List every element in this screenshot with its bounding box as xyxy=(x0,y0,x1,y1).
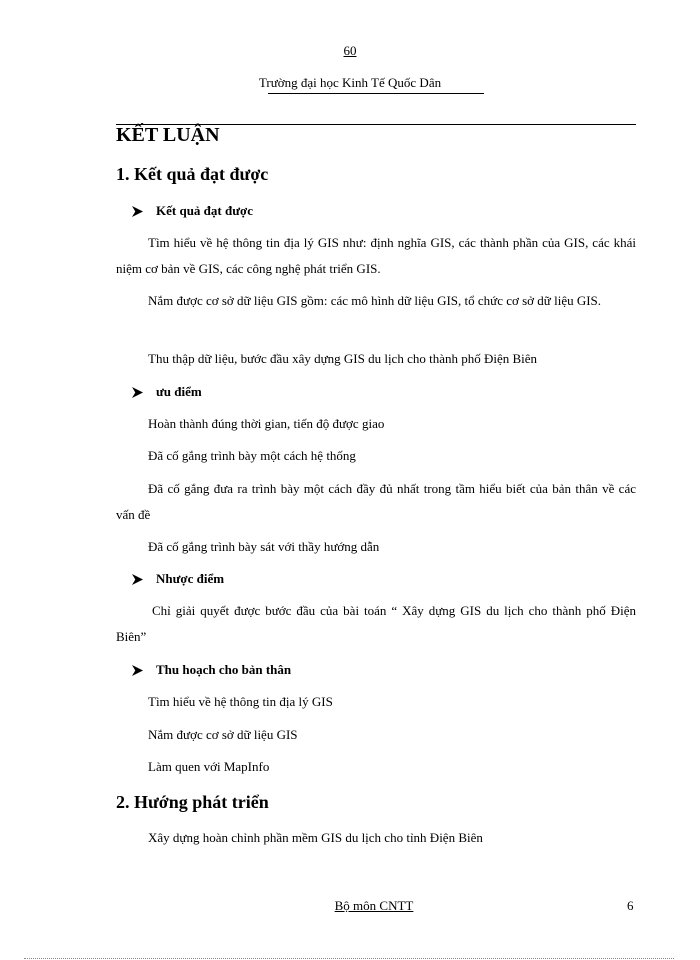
paragraph: Xây dựng hoàn chỉnh phần mềm GIS du lịch cho tỉnh Điện Biên xyxy=(148,830,483,845)
paragraph: Đã cố gắng trình bày một cách hệ thống xyxy=(148,448,356,463)
bullet-achieved xyxy=(132,203,253,219)
paragraph: Tìm hiểu về hệ thông tin địa lý GIS xyxy=(148,694,333,709)
paragraph: Đã cố gắng đưa ra trình bày một cách đầy đủ nhất trong tầm hiểu biết của bản thân về các vấn đề xyxy=(116,481,636,522)
page-bottom-dotted-rule xyxy=(24,958,674,959)
section-heading-development: 2. Hướng phát triển xyxy=(116,792,269,812)
bullet-gains xyxy=(132,662,291,678)
bullet-label: Thu hoạch cho bản thân xyxy=(156,662,292,677)
paragraph: Hoàn thành đúng thời gian, tiến độ được giao xyxy=(148,416,385,431)
header-school-underline xyxy=(268,93,484,94)
bullet-disadvantages xyxy=(132,571,224,587)
paragraph: Nắm được cơ sở dữ liệu GIS xyxy=(148,727,298,742)
arrow-bullet-icon xyxy=(132,574,143,585)
paragraph: Tìm hiểu về hệ thông tin địa lý GIS như: định nghĩa GIS, các thành phần của GIS, các khái niệm cơ bản về GIS, các công nghệ phát triển GIS. xyxy=(116,235,636,276)
bullet-label: Kết quả đạt được xyxy=(156,203,253,218)
arrow-bullet-icon xyxy=(132,206,143,217)
page-title: KẾT LUẬN xyxy=(116,124,220,146)
bullet-advantages xyxy=(132,384,202,400)
arrow-bullet-icon xyxy=(132,665,143,676)
paragraph: Thu thập dữ liệu, bước đầu xây dựng GIS du lịch cho thành phố Điện Biên xyxy=(148,351,538,366)
footer-page-number: 6 xyxy=(627,898,634,913)
paragraph: Đã cố gắng trình bày sát với thầy hướng dẫn xyxy=(148,539,380,554)
paragraph: Làm quen với MapInfo xyxy=(148,759,270,774)
header-page-number: 60 xyxy=(343,43,357,58)
bullet-label: ưu điểm xyxy=(156,384,202,399)
paragraph: Chỉ giải quyết được bước đầu của bài toán “ Xây dựng GIS du lịch cho thành phố Điện Biên” xyxy=(116,603,636,644)
footer-department: Bộ môn CNTT xyxy=(334,898,414,913)
header-school-name: Trường đại học Kinh Tế Quốc Dân xyxy=(258,75,442,90)
section-heading-results: 1. Kết quả đạt được xyxy=(116,164,269,184)
paragraph: Nắm được cơ sở dữ liệu GIS gồm: các mô hình dữ liệu GIS, tổ chức cơ sở dữ liệu GIS. xyxy=(148,293,602,308)
arrow-bullet-icon xyxy=(132,387,143,398)
bullet-label: Nhược điểm xyxy=(156,571,225,586)
